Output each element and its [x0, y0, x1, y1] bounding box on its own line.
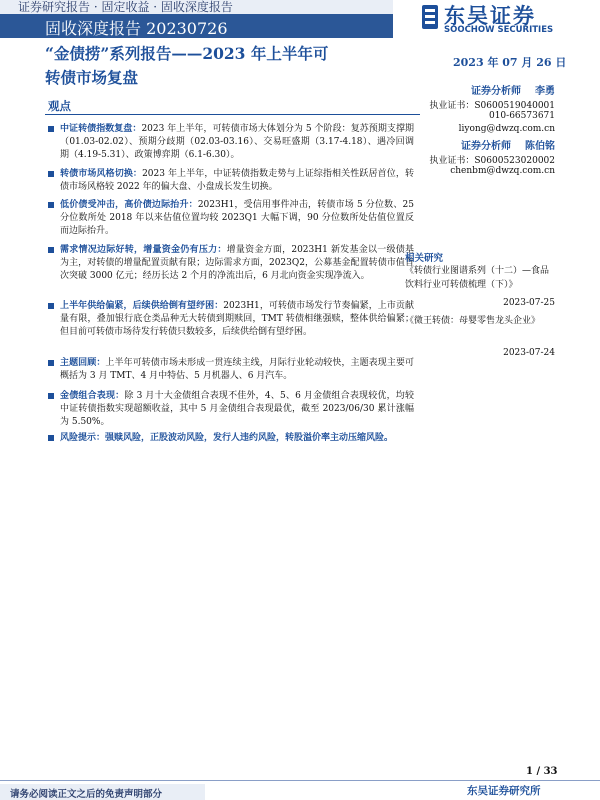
report-title-line2: 转债市场复盘 [45, 68, 139, 87]
report-title-line1: “金债捞”系列报告——2023 年上半年可 [45, 44, 329, 63]
viewpoint-head: 金债组合表现： [60, 391, 125, 401]
analyst-2-header [461, 137, 555, 152]
company-logo [420, 0, 590, 38]
logo-english-text: SOOCHOW SECURITIES [444, 25, 554, 35]
viewpoint-item [48, 168, 414, 194]
viewpoint-body: 除 3 月十大金债组合表现不佳外，4、5、6 月金债组合表现较优，均较中证转债指数实现超额收益，其中 5 月金债组合表现最优，截至 2023/06/30 累计涨幅为 5.50%。 [60, 391, 414, 427]
report-tag-bar [0, 14, 393, 38]
viewpoint-item [48, 123, 414, 162]
viewpoint-item [48, 357, 414, 383]
viewpoint-body: 2023H1，可转债市场发行节奏偏紧，上市贡献量有限，叠加银行底仓类品种无大转债到期赎回，TMT 转债相继强赎，整体供给偏紧；但目前可转债市场待发行转债只数较多，后续供给倒有望纾困。 [60, 301, 414, 337]
viewpoint-head: 转债市场风格切换： [60, 169, 143, 179]
analyst-2-email: chenbm@dwzq.com.cn [450, 166, 555, 176]
viewpoint-head: 需求情况边际好转，增量资金仍有压力： [60, 245, 227, 255]
viewpoint-item [48, 199, 414, 238]
bullet-square-icon [48, 360, 54, 366]
analyst-role: 证券分析师 [471, 86, 521, 97]
footer-divider [0, 780, 600, 781]
viewpoint-head: 中证转债指数复盘： [60, 124, 142, 134]
bullet-square-icon [48, 435, 54, 441]
viewpoint-body: 2023 年上半年，中证转债指数走势与上证综指相关性跃居首位，转债市场风格较 2022 年的偏大盘、小盘成长发生切换。 [60, 169, 414, 192]
related-research-date: 2023-07-24 [503, 348, 555, 358]
analyst-1-header [471, 82, 555, 97]
logo-mark-icon [420, 3, 440, 31]
related-research-item[interactable]: 《转债行业图谱系列（十二）—食品饮料行业可转债梳理（下）》 [405, 266, 550, 290]
analyst-1-email: liyong@dwzq.com.cn [458, 124, 555, 134]
bullet-square-icon [48, 171, 54, 177]
bullet-square-icon [48, 202, 54, 208]
footer-institution: 东吴证券研究所 [467, 785, 541, 797]
related-research-heading: 相关研究 [405, 253, 444, 264]
viewpoint-item [48, 390, 414, 429]
related-research-item[interactable]: 《微王转债：母婴零售龙头企业》 [405, 316, 541, 326]
viewpoint-body: 增量资金方面，2023H1 新发基金以一级债基为主，对转债的增量配置贡献有限；边际需求方面，2023Q2，公募基金配置转债市值首次突破 3000 亿元；经历长达 2 个月的净流出后，6 月北向资金实现净流入。 [60, 245, 414, 281]
analyst-2-cert: 执业证书：S0600523020002 [429, 156, 555, 166]
bullet-square-icon [48, 126, 54, 132]
viewpoint-divider [45, 114, 420, 115]
footer-disclaimer-bar [0, 784, 205, 800]
viewpoint-head: 主题回顾： [60, 358, 106, 368]
header-category-bar [0, 0, 393, 14]
viewpoint-item [48, 300, 414, 339]
viewpoint-body: 2023 年上半年，可转债市场大体划分为 5 个阶段：复苏预期支撑期（01.03-02.02）、预期分歧期（02.03-03.16）、交易旺盛期（3.17-4.18）、遇冷回调期（4.19-5.31）、政策博弈期（6.1-6.30）。 [60, 124, 414, 160]
header-category-text: 证券研究报告 · 固定收益 · 固收深度报告 [18, 0, 233, 14]
analyst-name: 陈伯铭 [525, 141, 555, 152]
bullet-square-icon [48, 303, 54, 309]
related-research-date: 2023-07-25 [503, 298, 555, 308]
bullet-square-icon [48, 393, 54, 399]
page-number: 1 / 33 [526, 766, 558, 777]
viewpoint-body: 2023H1，受信用事件冲击，转债市场 5 分位数、25 分位数所处 2018 年以来估值位置均较 2023Q1 大幅下调，90 分位数所处估值位置反而边际抬升。 [60, 200, 414, 236]
viewpoint-heading: 观点 [48, 99, 71, 113]
footer-disclaimer-text: 请务必阅读正文之后的免责声明部分 [10, 789, 163, 800]
analyst-role: 证券分析师 [461, 141, 511, 152]
logo-chinese-text: 东吴证券 [444, 4, 536, 28]
report-tag-text: 固收深度报告 20230726 [45, 19, 228, 38]
report-date: 2023 年 07 月 26 日 [453, 56, 567, 69]
analyst-name: 李勇 [535, 86, 555, 97]
analyst-1-phone: 010-66573671 [488, 111, 555, 121]
viewpoint-body: 上半年可转债市场未形成一贯连续主线，月际行业轮动较快，主题表现主要可概括为 3 月 TMT、4 月中特估、5 月机器人、6 月汽车。 [60, 358, 414, 381]
viewpoint-body: 强赎风险，正股波动风险，发行人违约风险，转股溢价率主动压缩风险。 [105, 433, 394, 443]
bullet-square-icon [48, 247, 54, 253]
viewpoint-head: 上半年供给偏紧，后续供给倒有望纾困： [60, 301, 224, 311]
analyst-1-cert: 执业证书：S0600519040001 [429, 101, 555, 111]
viewpoint-item-risk [48, 432, 414, 445]
viewpoint-head: 低价债受冲击，高价债边际抬升： [60, 200, 198, 210]
viewpoint-head: 风险提示： [60, 433, 106, 443]
viewpoint-item [48, 244, 414, 283]
